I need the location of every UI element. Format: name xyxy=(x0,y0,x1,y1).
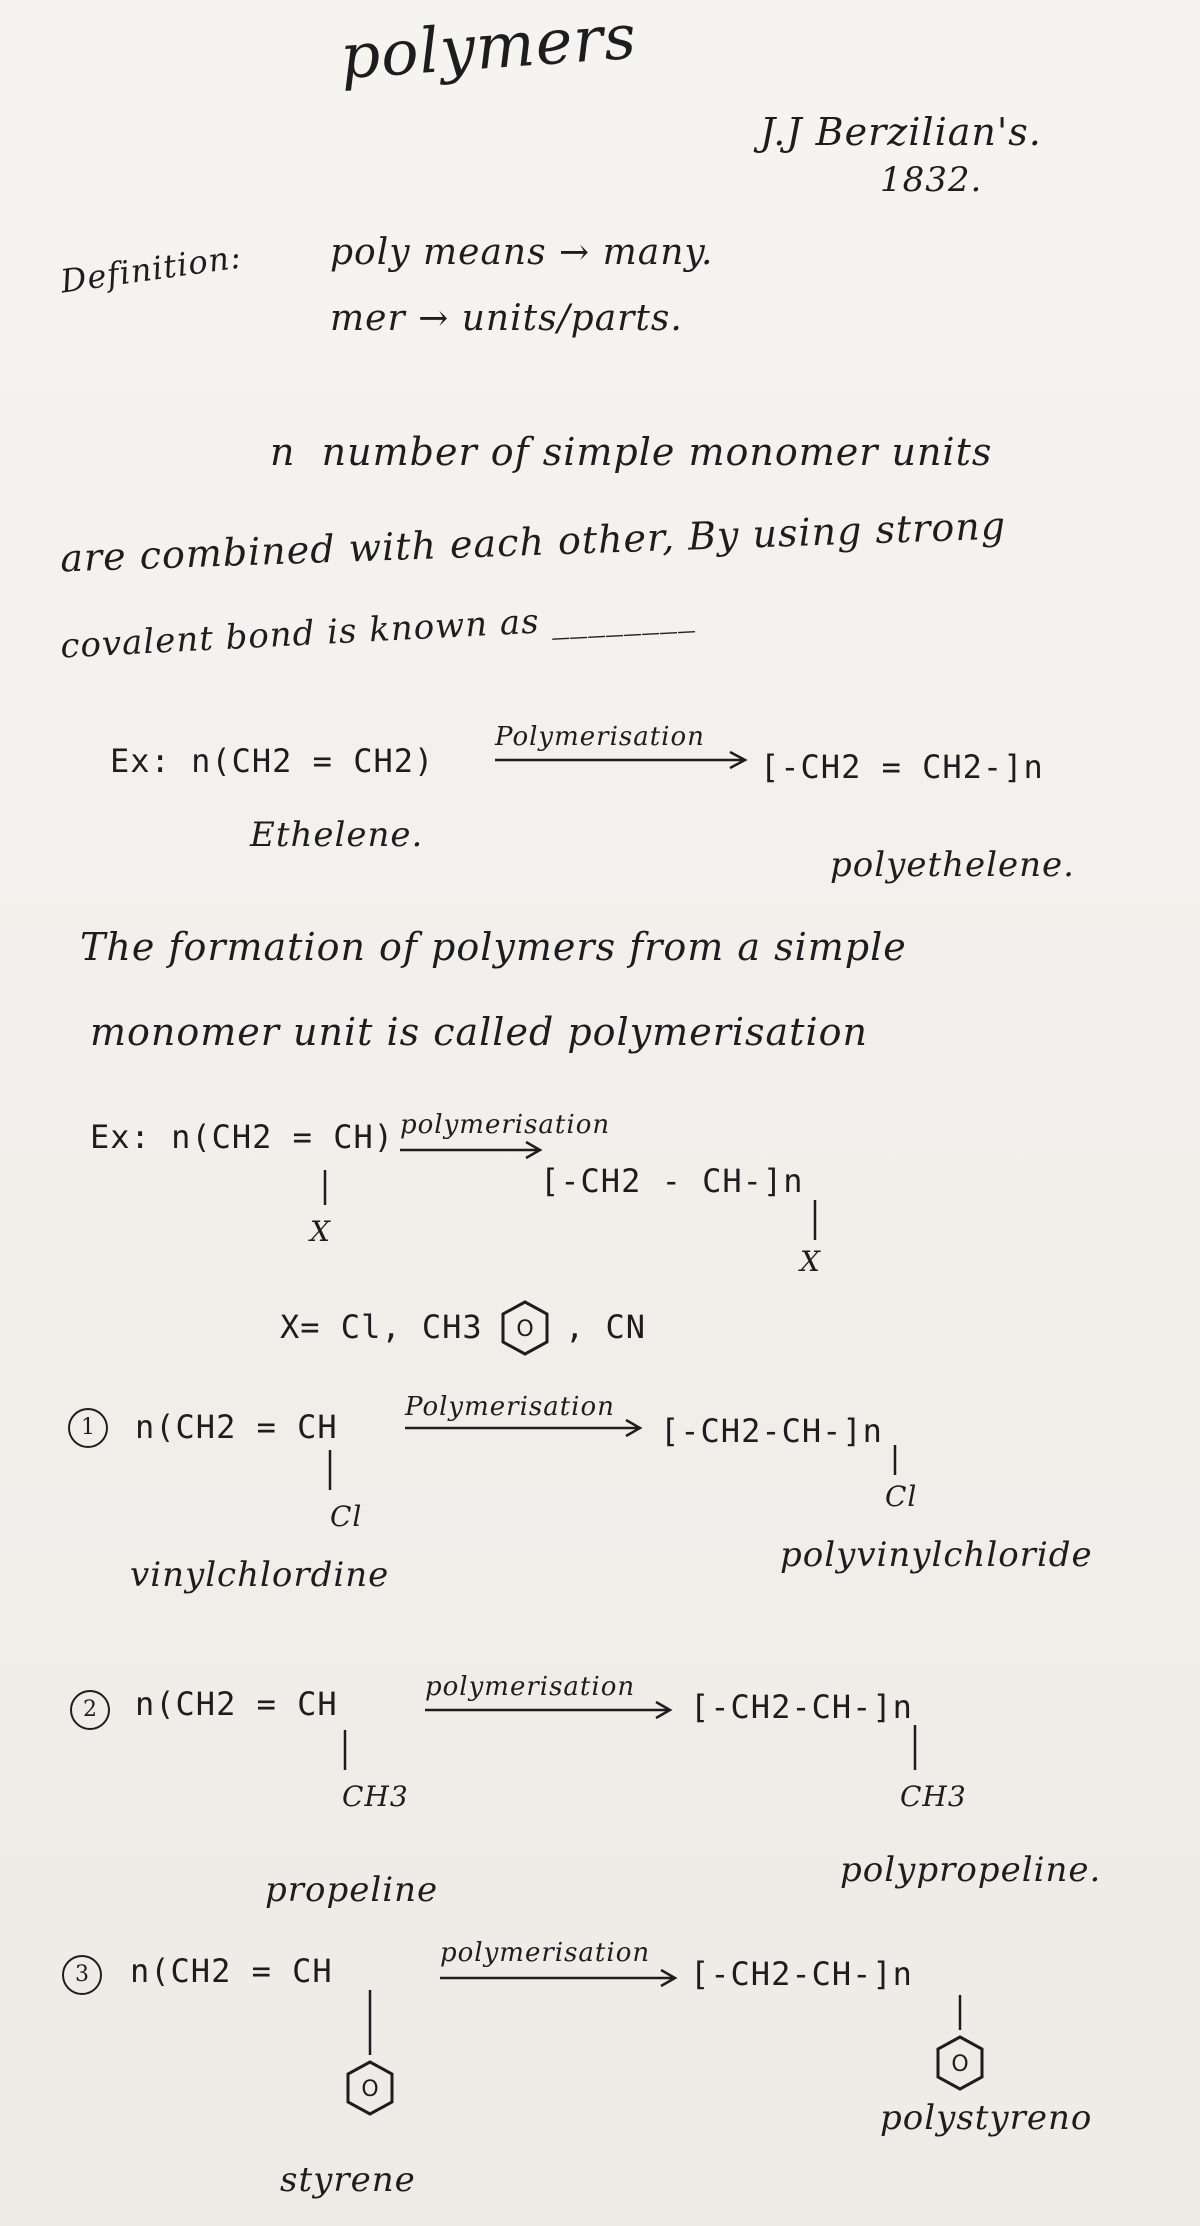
paragraph-n: n xyxy=(270,430,296,474)
example2-substituent: X xyxy=(310,1215,331,1248)
example2-product-substituent: X xyxy=(800,1245,821,1278)
benzene-label: O xyxy=(516,1317,534,1342)
reaction-2-arrow-label: polymerisation xyxy=(425,1672,636,1702)
reaction-1-number: 1 xyxy=(68,1408,108,1448)
example1-product: [-CH2 = CH2-]n xyxy=(760,748,1044,786)
reaction-1-reactant-name: vinylchlordine xyxy=(130,1555,390,1595)
reaction-2-arrow-icon xyxy=(425,1702,670,1718)
example1-arrow-label: Polymerisation xyxy=(495,722,705,752)
paragraph-line-3-text: covalent bond is known as xyxy=(59,601,541,667)
definition-line-2a: mer xyxy=(330,298,406,339)
reaction-3-number: 3 xyxy=(62,1955,102,1995)
example1-reactant-name: Ethelene. xyxy=(250,815,424,855)
example2-reactant: Ex: n(CH2 = CH) xyxy=(90,1118,394,1156)
paragraph-line-2: are combined with each other, By using strong xyxy=(59,503,1007,581)
reaction-3-product: [-CH2-CH-]n xyxy=(690,1955,913,1993)
definition-line-2b: units/parts. xyxy=(461,298,683,339)
reaction-3-reactant: n(CH2 = CH xyxy=(130,1952,333,1990)
reaction-1-reactant-sub: Cl xyxy=(330,1500,363,1533)
reaction-1-product-sub: Cl xyxy=(885,1480,918,1513)
x-values-end: , CN xyxy=(565,1308,647,1346)
reaction-2-product-name: polypropeline. xyxy=(840,1850,1102,1890)
styrene-benzene-label: O xyxy=(361,2077,379,2102)
reaction-2-reactant: n(CH2 = CH xyxy=(135,1685,338,1723)
example1-prefix: Ex: xyxy=(110,742,171,780)
reaction-3-arrow-label: polymerisation xyxy=(440,1938,651,1968)
page-title: polymers xyxy=(337,0,639,94)
definition-line-1b: many. xyxy=(602,232,714,273)
reaction-2-number: 2 xyxy=(70,1690,110,1730)
blank-line: ________ xyxy=(538,593,697,642)
reaction-2-reactant-sub: CH3 xyxy=(342,1780,409,1813)
reaction-3-product-name: polystyreno xyxy=(880,2098,1093,2138)
definition-heading: Definition: xyxy=(58,237,245,301)
x-values: X= Cl, CH3 xyxy=(280,1308,483,1346)
definition2-line-1: The formation of polymers from a simple xyxy=(80,925,907,969)
example2-arrow-label: polymerisation xyxy=(400,1110,611,1140)
year-note: 1832. xyxy=(880,160,983,200)
polystyrene-benzene-label: O xyxy=(951,2052,969,2077)
reaction-3-arrow-icon xyxy=(440,1970,675,1986)
example2-arrow-icon xyxy=(400,1142,540,1158)
reaction-1-arrow-icon xyxy=(405,1420,640,1436)
arrow-icon: → xyxy=(418,298,462,339)
reaction-1-reactant: n(CH2 = CH xyxy=(135,1408,338,1446)
definition-line-1a: poly means xyxy=(330,232,547,273)
paragraph-line-1-text: number of simple monomer units xyxy=(321,430,993,474)
reaction-1-product-name: polyvinylchloride xyxy=(780,1535,1093,1575)
author-note: J.J Berzilian's. xyxy=(760,110,1042,154)
reaction-2-product: [-CH2-CH-]n xyxy=(690,1688,913,1726)
reaction-1-arrow-label: Polymerisation xyxy=(405,1392,615,1422)
reaction-3-reactant-name: styrene xyxy=(280,2160,416,2200)
example1-arrow-icon xyxy=(495,752,745,768)
example1-product-name: polyethelene. xyxy=(830,845,1075,885)
arrow-icon: → xyxy=(559,232,603,273)
reaction-2-product-sub: CH3 xyxy=(900,1780,967,1813)
example2-product: [-CH2 - CH-]n xyxy=(540,1162,804,1200)
reaction-1-product: [-CH2-CH-]n xyxy=(660,1412,883,1450)
reaction-2-reactant-name: propeline xyxy=(265,1870,439,1910)
definition2-line-2: monomer unit is called polymerisation xyxy=(90,1010,868,1054)
example1-reactant-formula: n(CH2 = CH2) xyxy=(191,742,435,780)
